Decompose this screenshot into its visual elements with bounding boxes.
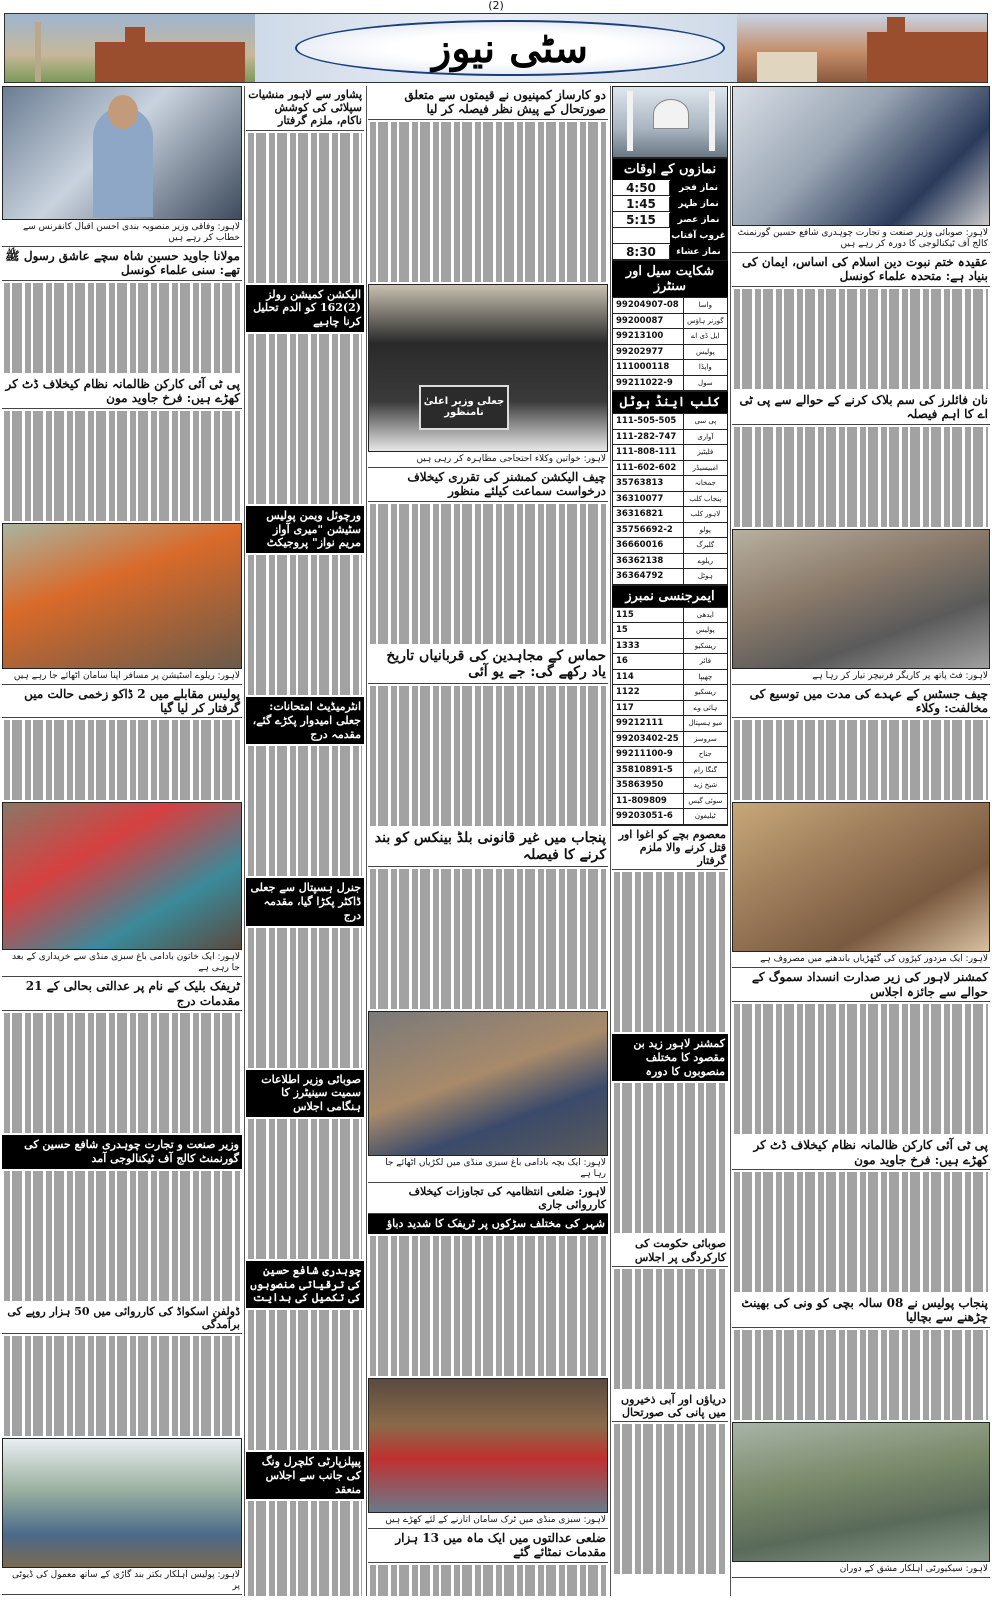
phone-label: واپڈا xyxy=(698,363,712,371)
phone-label: سروسز xyxy=(693,734,717,743)
article-body xyxy=(2,281,242,375)
phone-number: 99204907-08 xyxy=(613,298,684,313)
phone-label: میو ہسپتال xyxy=(688,719,723,727)
masthead-title: سٹی نیوز xyxy=(431,24,589,72)
phone-label: ریلوے xyxy=(697,556,714,565)
caption: لاہور: خواتین وکلاء احتجاجی مظاہرہ کر رہی ہیں xyxy=(368,452,608,468)
headline-black: صوبائی وزیر اطلاعات سمیت سینیٹرز کا ہنگامی اجلاس xyxy=(246,1070,364,1117)
article-body xyxy=(368,502,608,646)
article-body xyxy=(732,1002,990,1136)
phone-row xyxy=(613,701,727,717)
phone-row xyxy=(613,329,727,345)
prayer-row: 1:45 نماز ظہر xyxy=(613,196,727,212)
headline: عقیدہ ختم نبوت دین اسلام کی اساس، ایمان کی بنیاد ہے: متحدہ علماء کونسل xyxy=(732,253,990,287)
column-5 xyxy=(732,86,990,1596)
article-body xyxy=(2,1169,242,1303)
photo-minister-visit xyxy=(732,86,990,226)
prayer-times-box xyxy=(612,158,728,261)
column-3 xyxy=(368,86,608,1596)
headline-black: شہر کی مختلف سڑکوں پر ٹریفک کا شدید دباؤ xyxy=(368,1214,608,1234)
phone-row xyxy=(613,430,727,446)
caption: لاہور: صوبائی وزیر صنعت و تجارت چوہدری شافع حسین گورنمنٹ کالج آف ٹیکنالوجی کا دورہ کر رہے ہیں xyxy=(732,226,990,253)
masthead-oval xyxy=(295,20,725,76)
article-body xyxy=(732,287,990,391)
phone-label: پولیس xyxy=(695,347,715,356)
headline-black: جنرل ہسپتال سے جعلی ڈاکٹر پکڑا گیا، مقدمہ درج xyxy=(246,878,364,925)
prayer-row: غروب آفتاب xyxy=(613,228,727,244)
article-body xyxy=(246,744,364,878)
article-body xyxy=(612,870,728,1034)
phone-number: 99200087 xyxy=(613,314,684,329)
prayer-times-title: نمازوں کے اوقات xyxy=(613,159,727,180)
phone-number: 99202977 xyxy=(613,345,684,360)
phone-number: 1122 xyxy=(613,685,684,700)
headline: چیف جسٹس کے عہدے کی مدت میں توسیع کی مخالفت: وکلاء xyxy=(732,685,990,719)
phone-number: 36310077 xyxy=(613,492,684,507)
headline: معصوم بچے کو اغوا اور قتل کرنے والا ملزم گرفتار xyxy=(612,826,728,871)
headline: لاہور: ضلعی انتظامیہ کی تجاوزات کیخلاف کارروائی جاری xyxy=(368,1183,608,1214)
phone-row xyxy=(613,685,727,701)
headline: پنجاب میں غیر قانونی بلڈ بینکس کو بند کرنے کا فیصلہ xyxy=(368,828,608,867)
caption: لاہور: پولیس اہلکار بکتر بند گاڑی کے ساتھ معمول کی ڈیوٹی پر xyxy=(2,1568,242,1595)
article-body xyxy=(2,1334,242,1438)
caption: لاہور: سبزی منڈی میں ٹرک سامان اتارنے کے لئے کھڑے ہیں xyxy=(368,1513,608,1529)
phone-number: 99212111 xyxy=(613,716,684,731)
phone-label: ہائی وے xyxy=(693,703,718,712)
phone-label: پولو xyxy=(699,525,711,534)
article-body xyxy=(246,1499,364,1596)
phone-label: فلیٹیز xyxy=(697,448,714,456)
photo-mosque xyxy=(612,86,728,158)
masthead-left-photo xyxy=(5,14,255,82)
phone-number: 99203402-25 xyxy=(613,732,684,747)
column-4 xyxy=(612,86,728,1596)
headline: مولانا جاوید حسین شاہ سچے عاشق رسول ﷺ تھے: سنی علماء کونسل xyxy=(2,247,242,281)
phone-label: سول xyxy=(698,378,713,387)
phone-row xyxy=(613,345,727,361)
headline: کمشنر لاہور کی زیر صدارت انسداد سموگ کے حوالے سے جائزہ اجلاس xyxy=(732,968,990,1002)
photo-railway-porters xyxy=(2,523,242,669)
phone-row xyxy=(613,670,727,686)
phone-number: 36316821 xyxy=(613,507,684,522)
photo-armored-vehicle xyxy=(2,1438,242,1568)
phone-label: ہوٹل xyxy=(697,572,713,580)
phone-row xyxy=(613,414,727,430)
phone-label: فائر xyxy=(699,657,711,665)
headline-black: چوہدری شافع حسین کی ترقیاتی منصوبوں کی تکمیل کی ہدایت xyxy=(246,1261,364,1308)
headline: دو کارساز کمپنیوں نے قیمتوں سے متعلق صورتحال کے پیش نظر فیصلہ کر لیا xyxy=(368,86,608,120)
phone-row xyxy=(613,716,727,732)
photo-lawyers-protest xyxy=(368,284,608,452)
phone-number: 11-809809 xyxy=(613,794,684,809)
article-body xyxy=(732,425,990,529)
phone-row xyxy=(613,623,727,639)
phone-number: 99213100 xyxy=(613,329,684,344)
phone-row xyxy=(613,554,727,570)
phone-label: ریسکیو xyxy=(694,641,716,650)
phone-row xyxy=(613,732,727,748)
phone-number: 35810891-5 xyxy=(613,763,684,778)
phone-label: گلبرگ xyxy=(696,541,715,549)
phone-number: 111-282-747 xyxy=(613,430,684,445)
phone-number: 111-602-602 xyxy=(613,461,684,476)
headline: پنجاب پولیس نے 08 سالہ بچی کو ونی کی بھینٹ چڑھنے سے بچالیا xyxy=(732,1294,990,1328)
article-body xyxy=(2,409,242,523)
photo-trucks-market xyxy=(368,1378,608,1513)
article-body xyxy=(246,332,364,506)
phone-label: آواری xyxy=(697,432,714,441)
headline: صوبائی حکومت کی کارکردگی پر اجلاس xyxy=(612,1235,728,1266)
phone-number: 1333 xyxy=(613,639,684,654)
phone-row xyxy=(613,569,727,585)
headline: چیف الیکشن کمشنر کی تقرری کیخلاف درخواست سماعت کیلئے منظور xyxy=(368,468,608,502)
headline: نان فائلرز کی سم بلاک کرنے کے حوالے سے پی ٹی اے کا اہم فیصلہ xyxy=(732,391,990,425)
phone-number: 99211022-9 xyxy=(613,376,684,391)
article-body xyxy=(368,1563,608,1596)
article-body xyxy=(246,1308,364,1452)
masthead-banner xyxy=(4,13,988,83)
phone-number: 35756692-2 xyxy=(613,523,684,538)
caption: لاہور: ایک بچہ بادامی باغ سبزی منڈی میں لکڑیاں اٹھائے جا رہا ہے xyxy=(368,1156,608,1183)
caption: لاہور: فٹ پاتھ پر کاریگر فرنیچر تیار کر رہا ہے xyxy=(732,669,990,685)
article-body xyxy=(246,926,364,1070)
prayer-row: 5:15 نماز عصر xyxy=(613,212,727,228)
phone-row xyxy=(613,654,727,670)
phone-label: جمخانہ xyxy=(694,479,716,487)
headline-black: پیپلزپارٹی کلچرل ونگ کی جانب سے اجلاس منعقد xyxy=(246,1452,364,1499)
phone-row xyxy=(613,778,727,794)
headline: ڈولفن اسکواڈ کی کارروائی میں 50 ہزار روپے کی برآمدگی xyxy=(2,1303,242,1334)
masthead-right-photo xyxy=(737,14,987,82)
photo-child-wood xyxy=(368,1011,608,1156)
section-title-emergency: ایمرجنسی نمبرز xyxy=(612,586,728,607)
article-body xyxy=(612,1422,728,1576)
headline: حماس کے مجاہدین کی قربانیاں تاریخ یاد رکھے گی: جے یو آئی xyxy=(368,646,608,685)
phone-label: شیخ زید xyxy=(693,781,718,789)
section-title-hotels: کلب اینڈ ہوٹل xyxy=(612,392,728,413)
caption: لاہور: وفاقی وزیر منصوبہ بندی احسن اقبال کانفرنس سے خطاب کر رہے ہیں xyxy=(2,220,242,247)
phone-number: 111000118 xyxy=(613,360,684,375)
emergency-list xyxy=(612,607,728,826)
article-body xyxy=(2,1011,242,1135)
phone-number: 16 xyxy=(613,654,684,669)
photo-woman-market xyxy=(2,802,242,950)
phone-label: ایدھی xyxy=(696,610,714,619)
caption: لاہور: ایک مزدور کپڑوں کی گٹھڑیاں باندھنے میں مصروف ہے xyxy=(732,952,990,968)
phone-label: چھیپا xyxy=(698,672,713,681)
headline-black: انٹرمیڈیٹ امتحانات: جعلی امیدوار پکڑے گئے، مقدمہ درج xyxy=(246,697,364,744)
column-2 xyxy=(246,86,364,1596)
page-number: (2) xyxy=(488,0,504,12)
phone-number: 35763813 xyxy=(613,476,684,491)
phone-row xyxy=(613,507,727,523)
phone-row xyxy=(613,639,727,655)
article-body xyxy=(612,1081,728,1235)
column-1 xyxy=(2,86,242,1596)
photo-cloth-worker xyxy=(732,802,990,952)
phone-number: 36364792 xyxy=(613,569,684,584)
caption: لاہور: ریلوے اسٹیشن پر مسافر اپنا سامان اٹھائے جا رہے ہیں xyxy=(2,669,242,685)
complaints-list xyxy=(612,297,728,392)
phone-number: 35863950 xyxy=(613,778,684,793)
headline-black: الیکشن کمیشن رولز (2)162 کو الدم تحلیل کرنا چاہیے xyxy=(246,285,364,332)
phone-row xyxy=(613,376,727,392)
headline: پی ٹی آئی کارکن ظالمانہ نظام کیخلاف ڈٹ کر کھڑے ہیں: فرخ جاوید مون xyxy=(2,375,242,409)
phone-label: سوئی گیس xyxy=(688,796,723,805)
article-body xyxy=(246,131,364,285)
headline: پولیس مقابلے میں 2 ڈاکو زخمی حالت میں گرفتار کر لیا گیا xyxy=(2,685,242,719)
phone-row xyxy=(613,476,727,492)
article-body xyxy=(732,718,990,802)
prayer-row: 4:50 نماز فجر xyxy=(613,180,727,196)
phone-label: جناح xyxy=(698,750,712,758)
hotels-list xyxy=(612,413,728,586)
article-body xyxy=(368,684,608,828)
headline: پی ٹی آئی کارکن ظالمانہ نظام کیخلاف ڈٹ کر کھڑے ہیں: فرخ جاوید مون xyxy=(732,1136,990,1170)
phone-label: پی سی xyxy=(694,417,717,425)
phone-number: 117 xyxy=(613,701,684,716)
phone-label: لاہور کلب xyxy=(690,510,721,518)
phone-row xyxy=(613,523,727,539)
caption: لاہور: ایک خاتون بادامی باغ سبزی منڈی سے خریداری کے بعد جا رہی ہے xyxy=(2,950,242,977)
phone-row xyxy=(613,763,727,779)
headline: ضلعی عدالتوں میں ایک ماہ میں 13 ہزار مقدمات نمٹائے گئے xyxy=(368,1529,608,1563)
phone-label: پولیس xyxy=(695,626,715,634)
phone-row xyxy=(613,538,727,554)
headline: پشاور سے لاہور منشیات سپلائی کی کوشش ناکام، ملزم گرفتار xyxy=(246,86,364,131)
phone-row xyxy=(613,298,727,314)
protest-sign: جعلی وزیر اعلیٰ نامنظور xyxy=(419,385,509,430)
phone-label: گنگا رام xyxy=(693,765,717,774)
article-body xyxy=(732,1170,990,1294)
phone-number: 36362138 xyxy=(613,554,684,569)
headline-black: وزیر صنعت و تجارت چوہدری شافع حسین کی گورنمنٹ کالج آف ٹیکنالوجی آمد xyxy=(2,1135,242,1169)
phone-label: گورنر ہاؤس xyxy=(687,316,724,325)
prayer-row: 8:30 نماز عشاء xyxy=(613,244,727,260)
caption: لاہور: سیکیورٹی اہلکار مشق کے دوران xyxy=(732,1562,990,1578)
headline: ٹریفک بلیک کے نام پر عدالتی بحالی کے 21 مقدمات درج xyxy=(2,977,242,1011)
phone-number: 99203051-6 xyxy=(613,809,684,824)
phone-row xyxy=(613,492,727,508)
phone-row xyxy=(613,809,727,825)
phone-row xyxy=(613,794,727,810)
phone-number: 111-505-505 xyxy=(613,414,684,429)
article-body xyxy=(246,553,364,697)
phone-row xyxy=(613,461,727,477)
phone-row xyxy=(613,360,727,376)
photo-speaker xyxy=(2,86,242,220)
photo-security-drill xyxy=(732,1422,990,1562)
phone-label: ریسکیو xyxy=(694,688,716,696)
phone-number: 15 xyxy=(613,623,684,638)
phone-row xyxy=(613,608,727,624)
headline: دریاؤں اور آبی ذخیروں میں پانی کی صورتحال xyxy=(612,1391,728,1422)
phone-number: 99211100-9 xyxy=(613,747,684,762)
headline-black: ورچوئل ویمن پولیس سٹیشن "میری آواز مریم نواز" پروجیکٹ xyxy=(246,506,364,553)
photo-carpenter xyxy=(732,529,990,669)
phone-number: 114 xyxy=(613,670,684,685)
article-body xyxy=(246,1117,364,1261)
phone-number: 115 xyxy=(613,608,684,623)
phone-label: پنجاب کلب xyxy=(689,494,722,503)
phone-label: ایل ڈی اے xyxy=(691,332,720,340)
phone-label: ٹیلیفون xyxy=(694,812,716,820)
phone-row xyxy=(613,747,727,763)
phone-row xyxy=(613,314,727,330)
phone-number: 111-808-111 xyxy=(613,445,684,460)
headline-black: کمشنر لاہور زید بن مقصود کا مختلف منصوبوں کا دورہ xyxy=(612,1034,728,1081)
phone-row xyxy=(613,445,727,461)
phone-label: واسا xyxy=(698,301,712,309)
article-body xyxy=(368,120,608,284)
article-body xyxy=(368,867,608,1011)
article-body xyxy=(368,1234,608,1378)
phone-label: امبیسیڈر xyxy=(692,463,718,472)
article-body xyxy=(732,1328,990,1422)
article-body xyxy=(2,718,242,802)
article-body xyxy=(612,1267,728,1391)
phone-number: 36660016 xyxy=(613,538,684,553)
section-title-complaints: شکایت سیل اور سنٹرز xyxy=(612,261,728,297)
